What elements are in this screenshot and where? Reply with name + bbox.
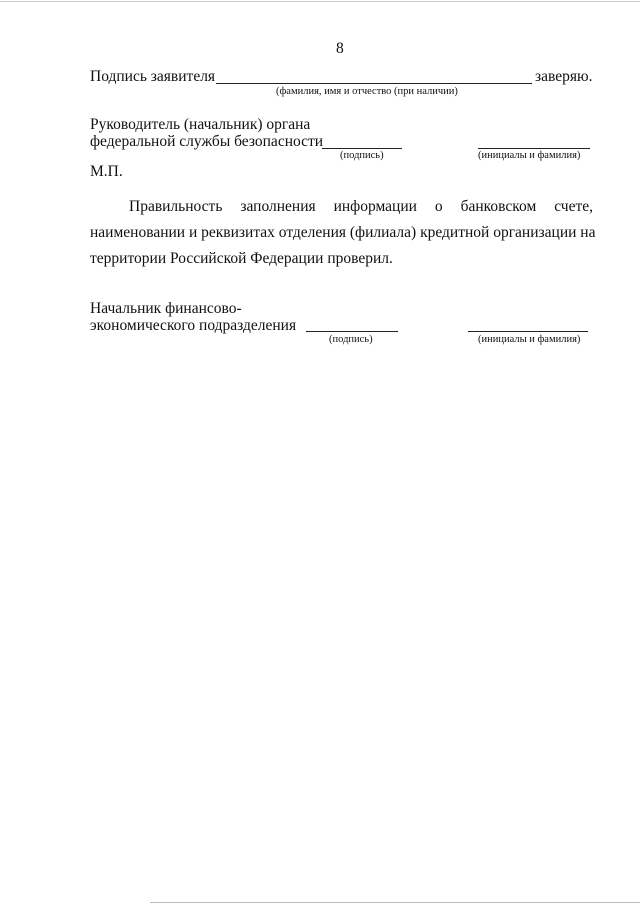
head-of-body-name-line	[478, 148, 590, 149]
page-number: 8	[336, 40, 344, 57]
head-of-body-signature-caption: (подпись)	[340, 150, 384, 161]
head-of-body-name-caption: (инициалы и фамилия)	[478, 150, 581, 161]
applicant-name-caption: (фамилия, имя и отчество (при наличии)	[276, 86, 458, 97]
finance-head-title-line1: Начальник финансово-	[90, 300, 242, 317]
finance-head-name-line	[468, 331, 588, 332]
certify-text: заверяю.	[535, 68, 593, 85]
finance-head-signature-caption: (подпись)	[329, 334, 373, 345]
applicant-name-line	[216, 83, 532, 84]
head-of-body-title-line2: федеральной службы безопасности	[90, 133, 324, 150]
head-of-body-signature-line	[322, 148, 402, 149]
applicant-signature-label: Подпись заявителя	[90, 68, 216, 85]
finance-head-name-caption: (инициалы и фамилия)	[478, 334, 581, 345]
verification-line-1: Правильность заполнения информации о банковском счете,	[129, 198, 593, 215]
verification-paragraph	[90, 194, 596, 272]
finance-head-signature-line	[306, 331, 398, 332]
head-of-body-title-line1: Руководитель (начальник) органа	[90, 116, 311, 133]
finance-head-title-line2: экономического подразделения	[90, 317, 297, 334]
seal-mark: М.П.	[90, 163, 123, 180]
verification-line-3: территории Российской Федерации проверил.	[90, 250, 393, 267]
scan-edge-bottom	[150, 902, 640, 903]
verification-line-2: наименовании и реквизитах отделения (филиала) кредитной организации на	[90, 224, 596, 241]
scan-edge-top	[0, 1, 640, 2]
